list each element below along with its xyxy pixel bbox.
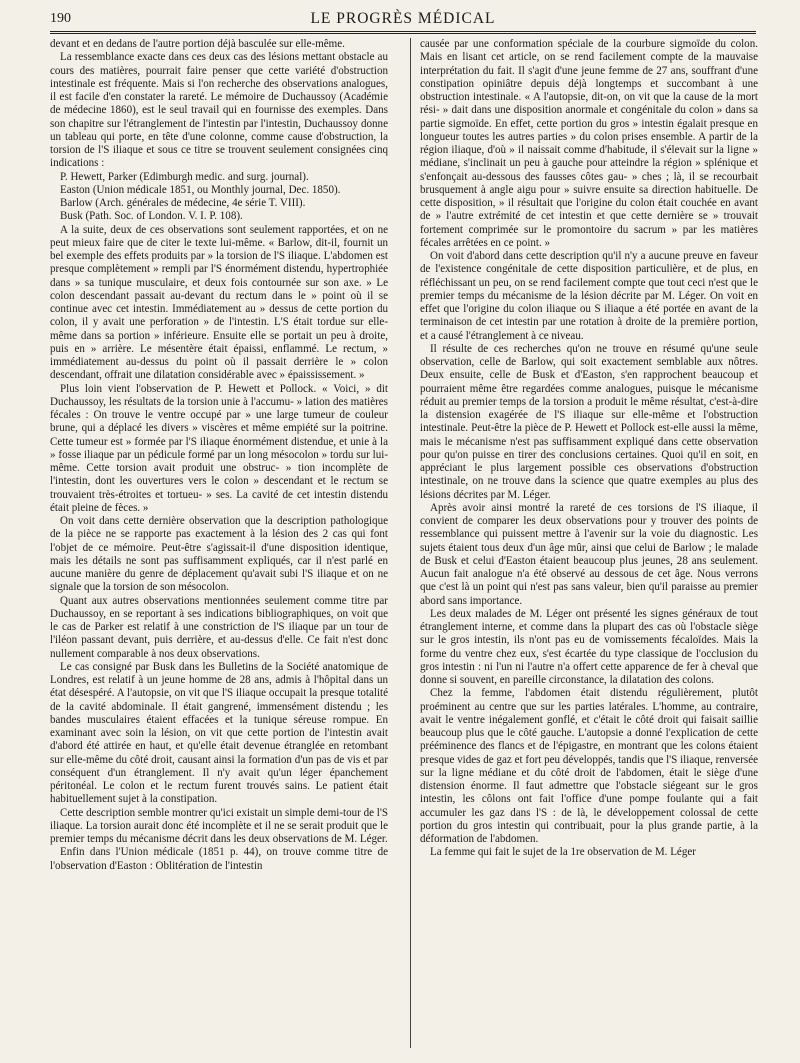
right-column (420, 38, 758, 1056)
left-column (50, 38, 388, 1056)
reference-item: Easton (Union médicale 1851, ou Monthly journal, Dec. 1850). (60, 183, 341, 196)
paragraph: causée par une conformation spéciale de la courbure sigmoïde du colon. Mais en lisant cet article, on se rend facilement compte de la mauvaise interprétation du fait. Il s'agit d'une jeune femme de 27 ans, souffrant d'une constipation opiniâtre depuis déjà longtemps et succombant à une obstruction intestinale. « A l'autopsie, dit-on, on vit que la cause de la mort rési- » dait dans une disposition anormale et congénitale du colon » dans sa partie sigmoïde. En effet, cette portion du gros » intestin égalait presque en longueur toutes les autres parties » du colon prises ensemble. A partir de la région iliaque, d'où » il naissait comme d'habitude, il s'élevait sur la ligne » médiane, s'inclinait un peu à gauche pour atteindre la région » splénique et s'enfonçait au-dessous des fausses côtes gau- » ches ; là, il se recourbait brusquement à angle aigu pour » suivre ensuite sa direction habituelle. De cette disposition, » il résultait que l'origine du colon était couchée en avant de » l'autre extrémité de cet intestin et que cette dernière se » trouvait fortement comprimée sur le promontoire du sacrum » par les matières fécales arrêtées en ce point. » (420, 38, 758, 249)
paragraph: Enfin dans l'Union médicale (1851 p. 44), on trouve comme titre de l'observation d'Easton : Oblitération de l'intestin (50, 846, 388, 872)
paragraph: La ressemblance exacte dans ces deux cas des lésions mettant obstacle au cours des matières, pourrait faire penser que cette variété d'obstruction intestinale est fréquente. Mais si l'on recherche des observations analogues, il est facile d'en constater la rareté. Le mémoire de Duchaussoy (Académie de médecine 1860), est le seul travail qui en fournisse des exemples. Dans son chapitre sur l'étranglement de l'intestin par l'intestin, Duchaussoy donne un tableau qui porte, en tête d'une colonne, comme cause d'obstruction, la torsion de l'S iliaque et sous ce titre se trouvent seulement consignées cinq indications : (50, 51, 388, 170)
paragraph: Le cas consigné par Busk dans les Bulletins de la Société anatomique de Londres, est relatif à un jeune homme de 28 ans, admis à l'hôpital dans un état désespéré. A l'autopsie, on vit que l'S iliaque occupait la presque totalité de la cavité abdominale. Il était gangrené, immensément distendu ; les bandes musculaires étaient effacées et la tunique séreuse rompue. En examinant avec soin la lésion, on vit que cette portion de l'intestin avait d'abord été attirée en haut, et qu'elle était devenue étranglée en retombant sur elle-même du côté droit, causant ainsi la formation d'un pas de vis et par conséquent d'un étranglement. Il n'y avait qu'un léger épanchement péritonéal. Le colon et le rectum furent trouvés sains. Le patient était habituellement sujet à la constipation. (50, 660, 388, 806)
paragraph: Quant aux autres observations mentionnées seulement comme titre par Duchaussoy, en se reportant à ses indications bibliographiques, on voit que le cas de Parker est relatif à une constriction de l'S iliaque par un tour de l'iléon passant devant, puis derrière, et au-dessus d'elle. Ce fait n'est donc nullement comparable à nos deux observations. (50, 594, 388, 660)
header-rule (50, 31, 756, 34)
paragraph: Cette description semble montrer qu'ici existait un simple demi-tour de l'S iliaque. La torsion aurait donc été incomplète et il ne se serait produit que le premier temps du mécanisme décrit dans les deux observations de M. Léger. (50, 806, 388, 845)
page-header (50, 8, 756, 32)
paragraph: La femme qui fait le sujet de la 1re observation de M. Léger (430, 846, 696, 859)
paragraph: On voit d'abord dans cette description qu'il n'y a aucune preuve en faveur de l'existence congénitale de cette disposition particulière, et de plus, en réfléchissant un peu, on se rend facilement compte que tout ceci n'est que le premier temps du mécanisme de la lésion décrite par M. Léger. On voit en effet que l'origine du colon iliaque ou S iliaque a été portée en avant de la terminaison de cet intestin par une rotation à droite de la première portion, et a causé l'étranglement à ce niveau. (420, 250, 758, 342)
paragraph: A la suite, deux de ces observations sont seulement rapportées, et on ne peut mieux faire que de citer le texte lui-même. « Barlow, dit-il, fournit un bel exemple des effets produits par » la torsion de l'S iliaque. L'abdomen est presque complètement » rempli par l'S énormément distendu, hypertrophiée dans » sa tunique musculaire, et deux fois contournée sur son axe. » Le colon descendant passait au-devant du rectum dans le » point où il se continue avec cet intestin. Immédiatement au » dessus de cette portion du colon, il y avait une perforation » de l'intestin. L'S était tordue sur elle-même dans sa portion » inférieure. Ensuite elle se portait un peu à droite, puis en » arrière. Le mésentère était épaissi, enflammé. Le rectum, » immédiatement au-dessus du point où il passait derrière le » colon descendant, offrait une dilatation considérable avec » épaississement. » (50, 223, 388, 382)
paragraph: Les deux malades de M. Léger ont présenté les signes généraux de tout étranglement interne, et comme dans la plupart des cas où l'obstacle siège sur le gros intestin, ils n'ont pas eu de vomissements fécaloïdes. Mais la forme du ventre chez eux, s'est écartée du type classique de l'occlusion du gros intestin : ni l'un ni l'autre n'a offert cette apparence de fer à cheval que donne si souvent, en pareille circonstance, la dilatation des colons. (420, 607, 758, 686)
paragraph: devant et en dedans de l'autre portion déjà basculée sur elle-même. (50, 38, 345, 50)
paragraph: Plus loin vient l'observation de P. Hewett et Pollock. « Voici, » dit Duchaussoy, les résultats de la torsion unie à l'accumu- » lation des matières fécales : On trouve le ventre occupé par » une large tumeur de couleur brune, qui a déplacé les divers » viscères et même empiété sur la poitrine. Cette tumeur est » formée par l'S iliaque énormément distendue, et unie à la » fosse iliaque par un pédicule formé par un long mésocolon » tordu sur lui-même. Cette torsion avait produit une obstruc- » tion incomplète de l'intestin, dont les ouvertures vers le colon » descendant et le rectum se trouvaient très-étroites et tortueu- » ses. La cavité de cet intestin distendu était pleine de fèces. » (50, 382, 388, 514)
reference-item: P. Hewett, Parker (Edimburgh medic. and surg. journal). (60, 170, 309, 183)
column-divider (410, 38, 411, 1048)
reference-item: Busk (Path. Soc. of London. V. I. P. 108). (60, 210, 243, 223)
paragraph: Chez la femme, l'abdomen était distendu régulièrement, plutôt proéminent au centre que sur les parties latérales. L'homme, au contraire, avait le ventre inégalement gonflé, et c'était le côté droit qui faisait saillie beaucoup plus que le côté gauche. L'autopsie a donné l'explication de cette prééminence des flancs et de l'épigastre, en montrant que les colons étaient presque vides de gaz et fort peu développés, tandis que l'S iliaque, renversée sur la ligne médiane et du côté droit de l'abdomen, était le siège d'une distension énorme. Il faut admettre que l'obstacle siégeant sur le gros intestin, les côlons ont fait l'office d'une pompe foulante qui a fait accumuler les gaz dans l'S : de là, le développement colossal de cette portion du gros intestin qui contribuait, pour la plus grande partie, à la déformation de l'abdomen. (420, 687, 758, 845)
paragraph: On voit dans cette dernière observation que la description pathologique de la pièce ne se rapporte pas exactement à la lésion des 2 cas qui font l'objet de ce mémoire. Peut-être s'agissait-il d'une disposition identique, mais les détails ne sont pas suffisamment expliqués, car il n'est parlé en aucune manière du genre de déplacement qu'avait subi l'S iliaque et on ne signale que la torsion de son mésocolon. (50, 515, 388, 594)
paragraph: Après avoir ainsi montré la rareté de ces torsions de l'S iliaque, il convient de comparer les deux observations pour y trouver des points de ressemblance qui puissent mettre à l'avenir sur la voie du diagnostic. Les sujets étaient tous deux d'un âge mûr, ainsi que celui de Barlow ; le malade de Busk et celui d'Easton étaient beaucoup plus jeunes, 28 ans seulement. Aucun fait analogue n'a été observé au dessous de cet âge. Nous verrons que c'est là un point qui n'est pas sans valeur, bien qu'il paraisse au premier abord sans importance. (420, 501, 758, 607)
paragraph: Il résulte de ces recherches qu'on ne trouve en résumé qu'une seule observation, celle de Barlow, qui soit exactement semblable aux nôtres. Deux ensuite, celle de Busk et d'Easton, s'en rapprochent beaucoup et pourraient même être regardées comme analogues, puisque le mécanisme réduit au premier temps de la torsion a produit le même résultat, c'est-à-dire la distension exagérée de l'S iliaque sur elle-même et l'obstruction intestinale. Peut-être la pièce de P. Hewett et Pollock est-elle aussi la même, mais le mécanisme n'est pas suffisamment expliqué dans cette observation pour qu'on puisse en tirer des conclusions certaines. Quoi qu'il en soit, en appréciant le plus largement possible ces observations d'obstruction intestinale, on ne trouve dans la science que quatre exemples au plus des lésions décrites par M. Léger. (420, 342, 758, 501)
reference-item: Barlow (Arch. générales de médecine, 4e série T. VIII). (60, 197, 306, 209)
page-number: 190 (50, 11, 71, 26)
journal-title: LE PROGRÈS MÉDICAL (310, 10, 496, 27)
